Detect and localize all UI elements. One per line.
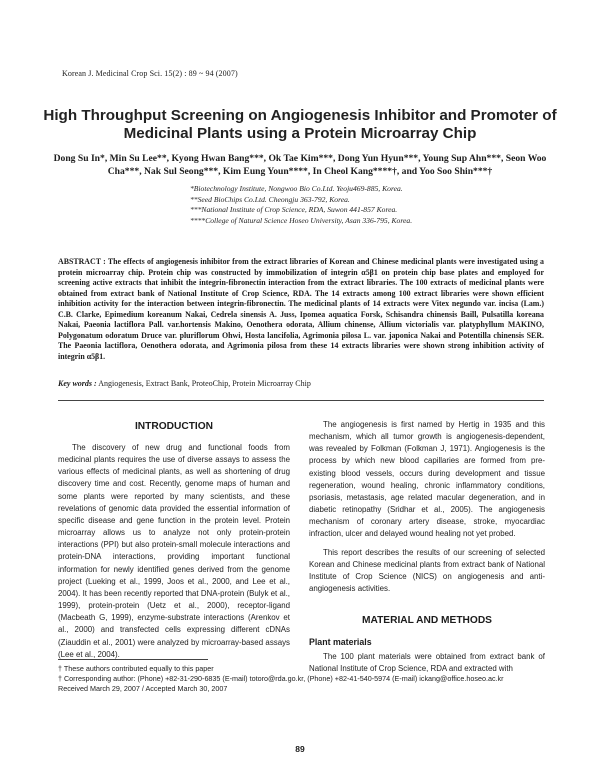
methods-paragraph-1: The 100 plant materials were obtained from extract bank of National Institute of Crop Science, RDA and extracted with [309, 652, 545, 674]
affiliation-4: ****College of Natural Science Hoseo University, Asan 336-795, Korea. [190, 215, 413, 225]
page-number: 89 [295, 744, 305, 754]
footnotes [58, 664, 548, 695]
journal-header: Korean J. Medicinal Crop Sci. 15(2) : 89 ~ 94 (2007) [62, 69, 238, 78]
left-column [58, 442, 290, 661]
intro-paragraph-1: The discovery of new drug and functional foods from medicinal plants requires the use of diverse assays to assess the various effects of medicinal plants, as well as shortening of drug discovery time and cost. Recently, genome maps of human and some plants were reported by many scientists, and these revelations of genomic data provided the essential information of specific disease and gene function in the protein level. Protein microarray allows us to analyze not only protein-protein interactions (PPI) but also protein-small molecule interactions and protein-DNA interactions, providing important functional information for newly identified genes derived from the genome project (Lueking et al., 1999, Joos et al., 2000, and Lee et al., 2004). It has been recently reported that DNA-protein (Bulyk et al., 1999), protein-protein (Uetz et al., 2000), receptor-ligand (Macbeath G, 1999), enzyme-substrate interactions (Arenkov et al., 2000) and transfected cells expressing different cDNAs (Ziauddin et al., 2001) were analyzed by microarray-based assays (Lee et al., 2004). [58, 443, 290, 659]
paper-title: High Throughput Screening on Angiogenesis Inhibitor and Promoter of Medicinal Plants using a Protein Microarray Chip [43, 107, 557, 142]
footnote-divider [58, 659, 208, 660]
keywords-label: Key words : [58, 379, 97, 388]
methods-heading: MATERIAL AND METHODS [362, 615, 492, 626]
affiliation-2: **Seed BioChips Co.Ltd. Cheongju 363-792, Korea. [190, 194, 350, 204]
affiliation-3: ***National Institute of Crop Science, RDA, Suwon 441-857 Korea. [190, 205, 398, 215]
footnote-corresponding-author: † Corresponding author: (Phone) +82-31-290-6835 (E-mail) totoro@rda.go.kr, (Phone) +82-41-540-5974 (E-mail) ickang@office.hoseo.ac.kr [58, 674, 504, 684]
right-column [309, 419, 545, 595]
author-list: Dong Su In*, Min Su Lee**, Kyong Hwan Bang***, Ok Tae Kim***, Dong Yun Hyun***, Young Sup Ahn***, Seon Woo Cha***, Nak Sul Seong***, Kim Eung Youn****, In Cheol Kang****†, and Yoo Soo Shin***† [53, 153, 547, 177]
plant-materials-heading: Plant materials [309, 637, 372, 647]
keywords [58, 379, 544, 389]
affiliation-1: *Biotechnology Institute, Nongwoo Bio Co.Ltd. Yeoju469-885, Korea. [190, 184, 403, 193]
abstract-divider [58, 400, 544, 401]
footnote-received-date: Received March 29, 2007 / Accepted March 30, 2007 [58, 684, 228, 694]
intro-paragraph-2: The angiogenesis is first named by Hertig in 1935 and this mechanism, which all tumor growth is angiogenesis-dependent, was revealed by Folkman (Folkman J, 1971). Angiogenesis is the process by which new blood capillaries are formed from pre-existing blood vessels, occurs during development and tissue regeneration, wound healing, chronic inflammatory conditions, psoriasis, metastasis, age related macular degeneration, and in diabetic retinopathy (Sridhar et al., 2005). The angiogenesis mechanism of coronary artery disease, stroke, myocardiac infraction, ulcer and delayed wound healing not yet probed. [309, 420, 545, 539]
footnote-equal-contribution: † These authors contributed equally to this paper [58, 664, 214, 673]
abstract: ABSTRACT : The effects of angiogenesis inhibitor from the extract libraries of Korean and Chinese medicinal plants were investigated using a protein microarray chip. Protein chip was constructed by immobilization of integrin α5β1 on protein chip base plates and employed for screening active extracts that inhibit the integrin-fibronectin interaction from the extract libraries. The 100 extracts of medicinal plants were obtained from extract bank of National Institute of Crop Science, RDA. The 14 extracts among 100 extract libraries were shown efficient inhibition activity for the interaction between integrin-fibronectin. The medicinal plants of 14 extracts were Vitex negundo var. incisa (Lam.) C.B. Clarke, Epimedium koreanum Nakai, Cedrela sinensis A. Juss, Ipomea aquatica Forsk, Schisandra chinensis Baill, Pulsatilla koreana Nakai, Paeonia lactiflora Pall. var.hortensis Makino, Oenothera odorata, Allium chinense, Allium victorialis var. platyphyllum MAKINO, Polygonatum odoratum Druce var. pluriflorum Ohwi, Hosta lancifolia, Agrimonia pilosa L. var. japonica Nakai and Potentilla chinensis SER. The Paeonia lactiflora, Oenothera odorata, and Agrimonia pilosa from these 14 extracts libraries were shown strong inhibition activity of integrin α5β1. [58, 257, 544, 361]
intro-paragraph-3: This report describes the results of our screening of selected Korean and Chinese medicinal plants from extract bank of National Institute of Crop Science (NICS) on angiogenesis and anti-angiogenesis activities. [309, 547, 545, 594]
keywords-text: Angiogenesis, Extract Bank, ProteoChip, Protein Microarray Chip [98, 379, 311, 388]
affiliations [190, 184, 520, 226]
introduction-heading: INTRODUCTION [134, 421, 214, 432]
